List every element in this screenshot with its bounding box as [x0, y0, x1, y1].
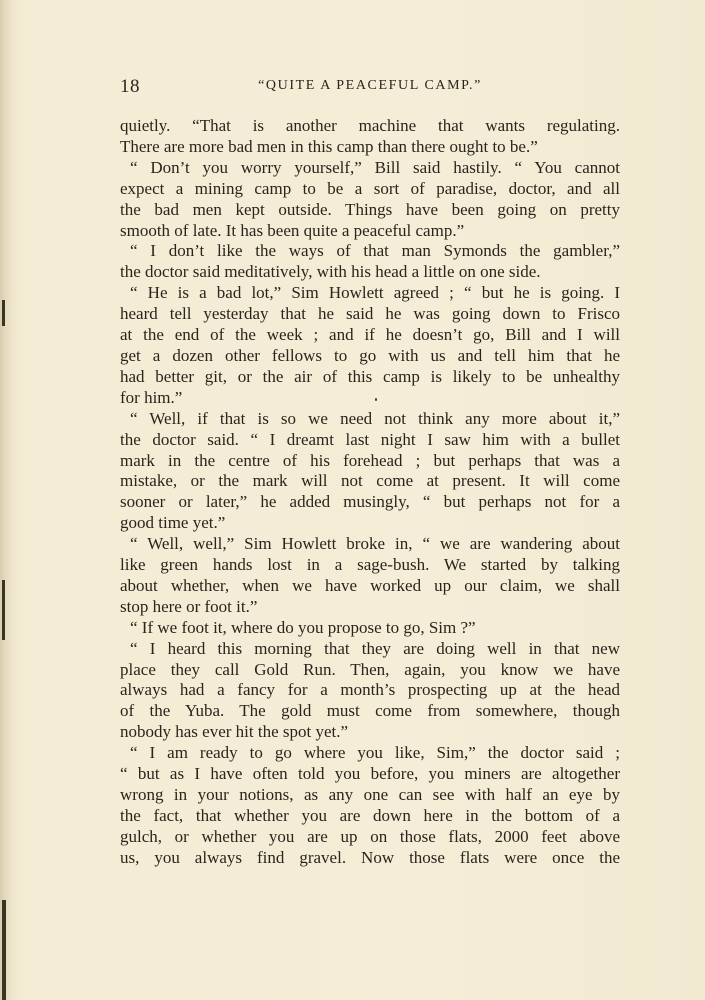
- text-line: mistake, or the mark will not come at present. It will come: [120, 471, 620, 491]
- text-line: expect a mining camp to be a sort of paradise, doctor, and all: [120, 178, 620, 198]
- text-line: “ Well, if that is so we need not think any more about it,”: [130, 408, 620, 428]
- text-line: for him.”: [120, 387, 183, 407]
- text-line: “ Well, well,” Sim Howlett broke in, “ we are wandering about: [130, 534, 620, 554]
- text-line: place they call Gold Run. Then, again, you know we have: [120, 659, 620, 679]
- text-line: “ Don’t you worry yourself,” Bill said hastily. “ You cannot: [130, 157, 620, 177]
- gutter-scan-mark: [2, 300, 5, 326]
- page-number: 18: [120, 76, 140, 97]
- text-line: the fact, that whether you are down here in the bottom of a: [120, 805, 620, 825]
- text-line: There are more bad men in this camp than there ought to be.”: [120, 136, 538, 156]
- text-line: “ I don’t like the ways of that man Symonds the gambler,”: [130, 241, 620, 261]
- text-line: “ He is a bad lot,” Sim Howlett agreed ; “ but he is going. I: [130, 283, 620, 303]
- text-line: stop here or foot it.”: [120, 596, 258, 616]
- text-line: gulch, or whether you are up on those flats, 2000 feet above: [120, 826, 620, 846]
- text-line: about whether, when we have worked up our claim, we shall: [120, 575, 620, 595]
- text-line: wrong in your notions, as any one can see with half an eye by: [120, 785, 620, 804]
- text-line: sooner or later,” he added musingly, “ but perhaps not for a: [120, 492, 620, 512]
- text-line: of the Yuba. The gold must come from somewhere, though: [120, 701, 620, 721]
- text-line: “ I heard this morning that they are doing well in that new: [130, 638, 620, 658]
- gutter-scan-mark: [2, 900, 6, 1000]
- running-header: [120, 76, 620, 100]
- text-line: “ If we foot it, where do you propose to go, Sim ?”: [130, 617, 476, 637]
- text-line: nobody has ever hit the spot yet.”: [120, 722, 349, 742]
- page-gutter-edge: [0, 0, 12, 1000]
- text-line: like green hands lost in a sage-bush. We started by talking: [120, 555, 620, 575]
- text-line: “ I am ready to go where you like, Sim,” the doctor said ;: [130, 743, 620, 763]
- body-text: [120, 116, 620, 869]
- text-line: the bad men kept outside. Things have been going on pretty: [120, 199, 620, 219]
- text-line: at the end of the week ; and if he doesn’t go, Bill and I will: [120, 325, 620, 345]
- text-line: mark in the centre of his forehead ; but perhaps that was a: [120, 450, 620, 470]
- text-line: the doctor said. “ I dreamt last night I saw him with a bullet: [120, 429, 620, 449]
- text-line: “ but as I have often told you before, you miners are altogether: [120, 764, 620, 784]
- text-line: the doctor said meditatively, with his head a little on one side.: [120, 262, 541, 282]
- text-line: had better git, or the air of this camp is likely to be unhealthy: [120, 366, 620, 386]
- text-line: good time yet.”: [120, 513, 226, 533]
- running-title: “QUITE A PEACEFUL CAMP.”: [258, 78, 482, 93]
- text-line: always had a fancy for a month’s prospecting up at the head: [120, 680, 620, 700]
- text-line: get a dozen other fellows to go with us and tell him that he: [120, 345, 620, 365]
- text-line: us, you always find gravel. Now those flats were once the: [120, 847, 620, 867]
- gutter-scan-mark: [2, 580, 5, 640]
- text-line: smooth of late. It has been quite a peaceful camp.”: [120, 220, 465, 240]
- print-speck: [375, 398, 377, 401]
- text-line: quietly. “That is another machine that wants regulating.: [120, 116, 620, 135]
- text-line: heard tell yesterday that he said he was going down to Frisco: [120, 304, 620, 324]
